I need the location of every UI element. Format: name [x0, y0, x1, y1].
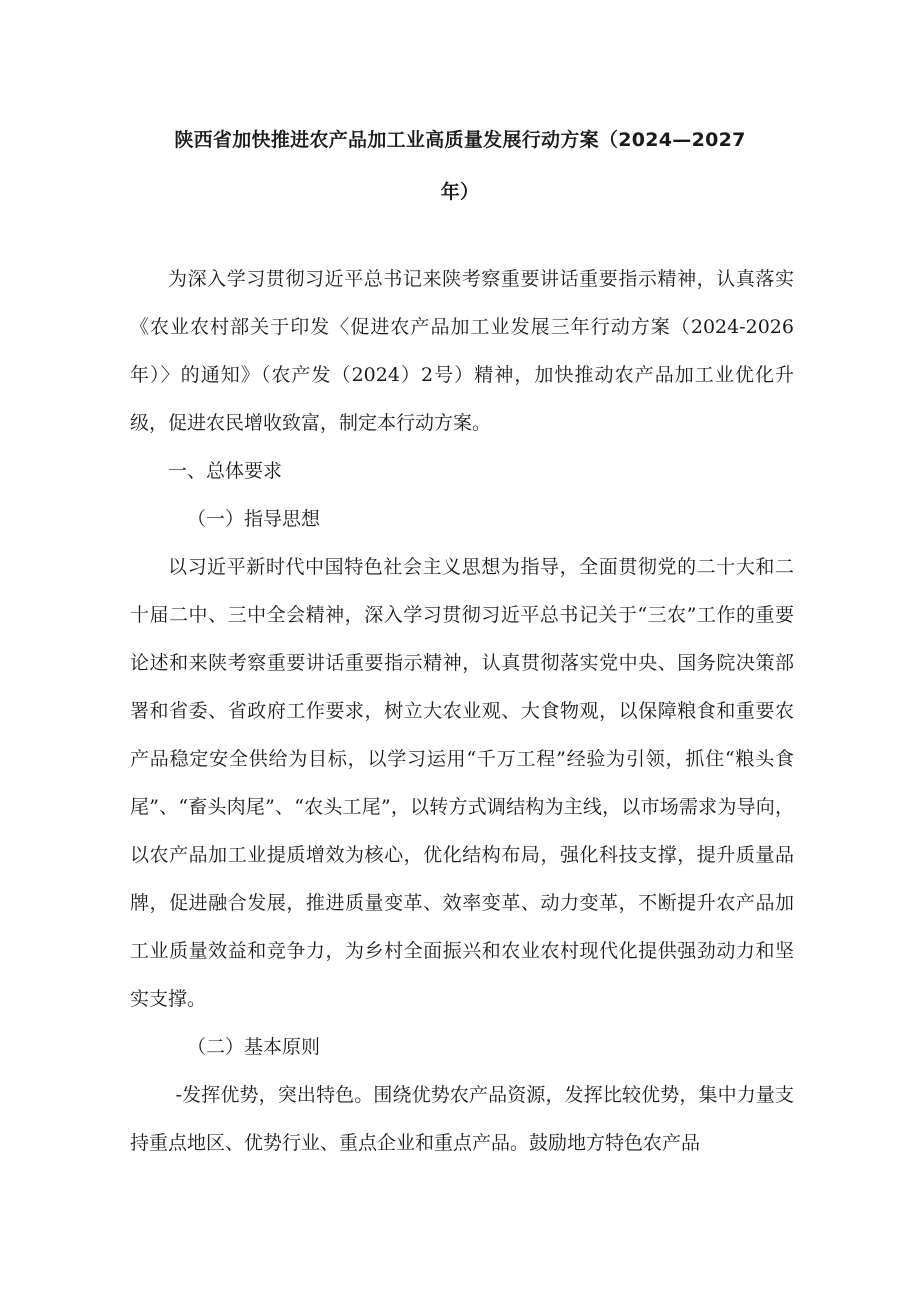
- guiding-thought-paragraph: 以习近平新时代中国特色社会主义思想为指导，全面贯彻党的二十大和二十届二中、三中全会精神，深入学习贯彻习近平总书记关于“三农”工作的重要论述和来陕考察重要讲话重要指示精神，认真贯彻落实党中央、国务院决策部署和省委、省政府工作要求，树立大农业观、大食物观，以保障粮食和重要农产品稳定安全供给为目标，以学习运用“千万工程”经验为引领，抓住“粮头食尾”、“畜头肉尾”、“农头工尾”，以转方式调结构为主线，以市场需求为导向，以农产品加工业提质增效为核心，优化结构布局，强化科技支撑，提升质量品牌，促进融合发展，推进质量变革、效率变革、动力变革，不断提升农产品加工业质量效益和竞争力，为乡村全面振兴和农业农村现代化提供强劲动力和坚实支撑。: [130, 556, 794, 1010]
- subsection-heading: （二）基本原则: [187, 1036, 321, 1058]
- intro-paragraph: 为深入学习贯彻习近平总书记来陕考察重要讲话重要指示精神，认真落实《农业农村部关于印发〈促进农产品加工业发展三年行动方案（2024-2026年）〉的通知》（农产发（2024）2号）精神，加快推动农产品加工业优化升级，促进农民增收致富，制定本行动方案。: [130, 268, 794, 434]
- title-line-2: 年）: [440, 181, 480, 203]
- subsection-heading: （一）指导思想: [187, 508, 321, 530]
- title-line-1: 陕西省加快推进农产品加工业高质量发展行动方案（2024—2027: [174, 129, 746, 151]
- section-heading: 一、总体要求: [168, 460, 283, 482]
- document-body: [130, 255, 794, 1167]
- document-title: [120, 114, 800, 218]
- principle-paragraph: -发挥优势，突出特色。围绕优势农产品资源，发挥比较优势，集中力量支持重点地区、优势行业、重点企业和重点产品。鼓励地方特色农产品: [130, 1084, 794, 1154]
